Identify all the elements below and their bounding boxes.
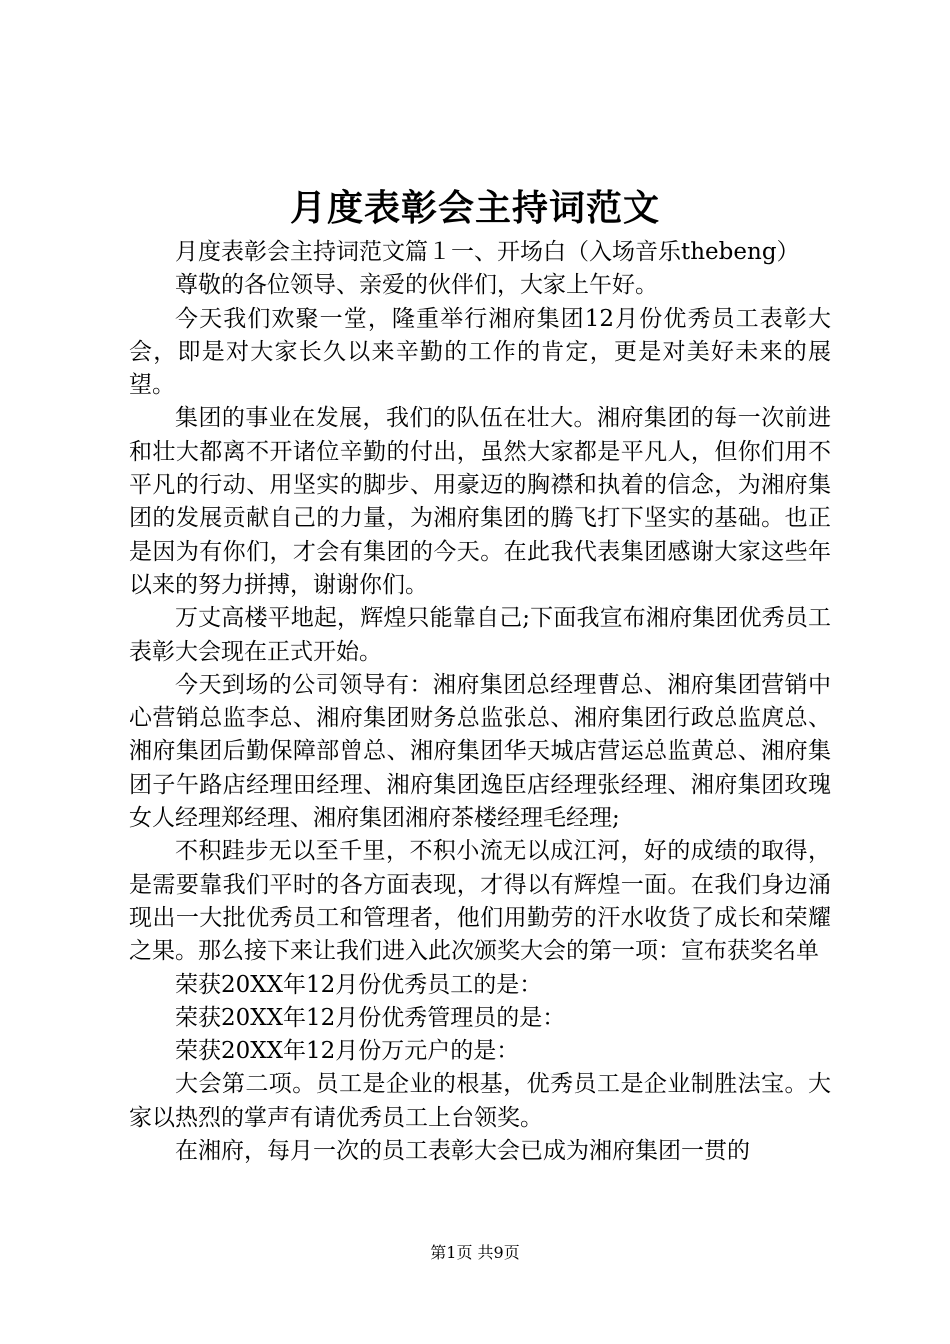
paragraph: 大会第二项。员工是企业的根基，优秀员工是企业制胜法宝。大家以热烈的掌声有请优秀员工上台领奖。 (129, 1071, 831, 1131)
document-title: 月度表彰会主持词范文 (289, 187, 660, 229)
paragraph: 尊敬的各位领导、亲爱的伙伴们，大家上午好。 (175, 272, 658, 299)
paragraph: 今天我们欢聚一堂，隆重举行湘府集团12月份优秀员工表彰大会，即是对大家长久以来辛勤的工作的肯定，更是对美好未来的展望。 (129, 305, 831, 399)
document-body (129, 236, 831, 1168)
paragraph: 万丈高楼平地起，辉煌只能靠自己;下面我宣布湘府集团优秀员工表彰大会现在正式开始。 (129, 605, 831, 665)
paragraph: 集团的事业在发展，我们的队伍在壮大。湘府集团的每一次前进和壮大都离不开诸位辛勤的付出，虽然大家都是平凡人，但你们用不平凡的行动、用坚实的脚步、用豪迈的胸襟和执着的信念，为湘府集团的发展贡献自己的力量，为湘府集团的腾飞打下坚实的基础。也正是因为有你们，才会有集团的今天。在此我代表集团感谢大家这些年以来的努力拼搏，谢谢你们。 (129, 405, 831, 598)
paragraph: 月度表彰会主持词范文篇１一、开场白（入场音乐thebeng） (175, 239, 800, 265)
paragraph: 荣获20XX年12月份万元户的是： (175, 1038, 520, 1065)
page-footer: 第1页 共9页 (430, 1243, 520, 1262)
paragraph: 荣获20XX年12月份优秀管理员的是： (175, 1004, 566, 1031)
paragraph: 在湘府，每月一次的员工表彰大会已成为湘府集团一贯的 (175, 1138, 750, 1165)
paragraph: 不积跬步无以至千里，不积小流无以成江河，好的成绩的取得，是需要靠我们平时的各方面表现，才得以有辉煌一面。在我们身边涌现出一大批优秀员工和管理者，他们用勤劳的汗水收货了成长和荣耀之果。那么接下来让我们进入此次颁奖大会的第一项：宣布获奖名单 (129, 838, 831, 965)
paragraph: 荣获20XX年12月份优秀员工的是： (175, 971, 543, 998)
paragraph: 今天到场的公司领导有：湘府集团总经理曹总、湘府集团营销中心营销总监李总、湘府集团财务总监张总、湘府集团行政总监庹总、湘府集团后勤保障部曾总、湘府集团华天城店营运总监黄总、湘府集团子午路店经理田经理、湘府集团逸臣店经理张经理、湘府集团玫瑰女人经理郑经理、湘府集团湘府茶楼经理毛经理; (129, 671, 831, 832)
